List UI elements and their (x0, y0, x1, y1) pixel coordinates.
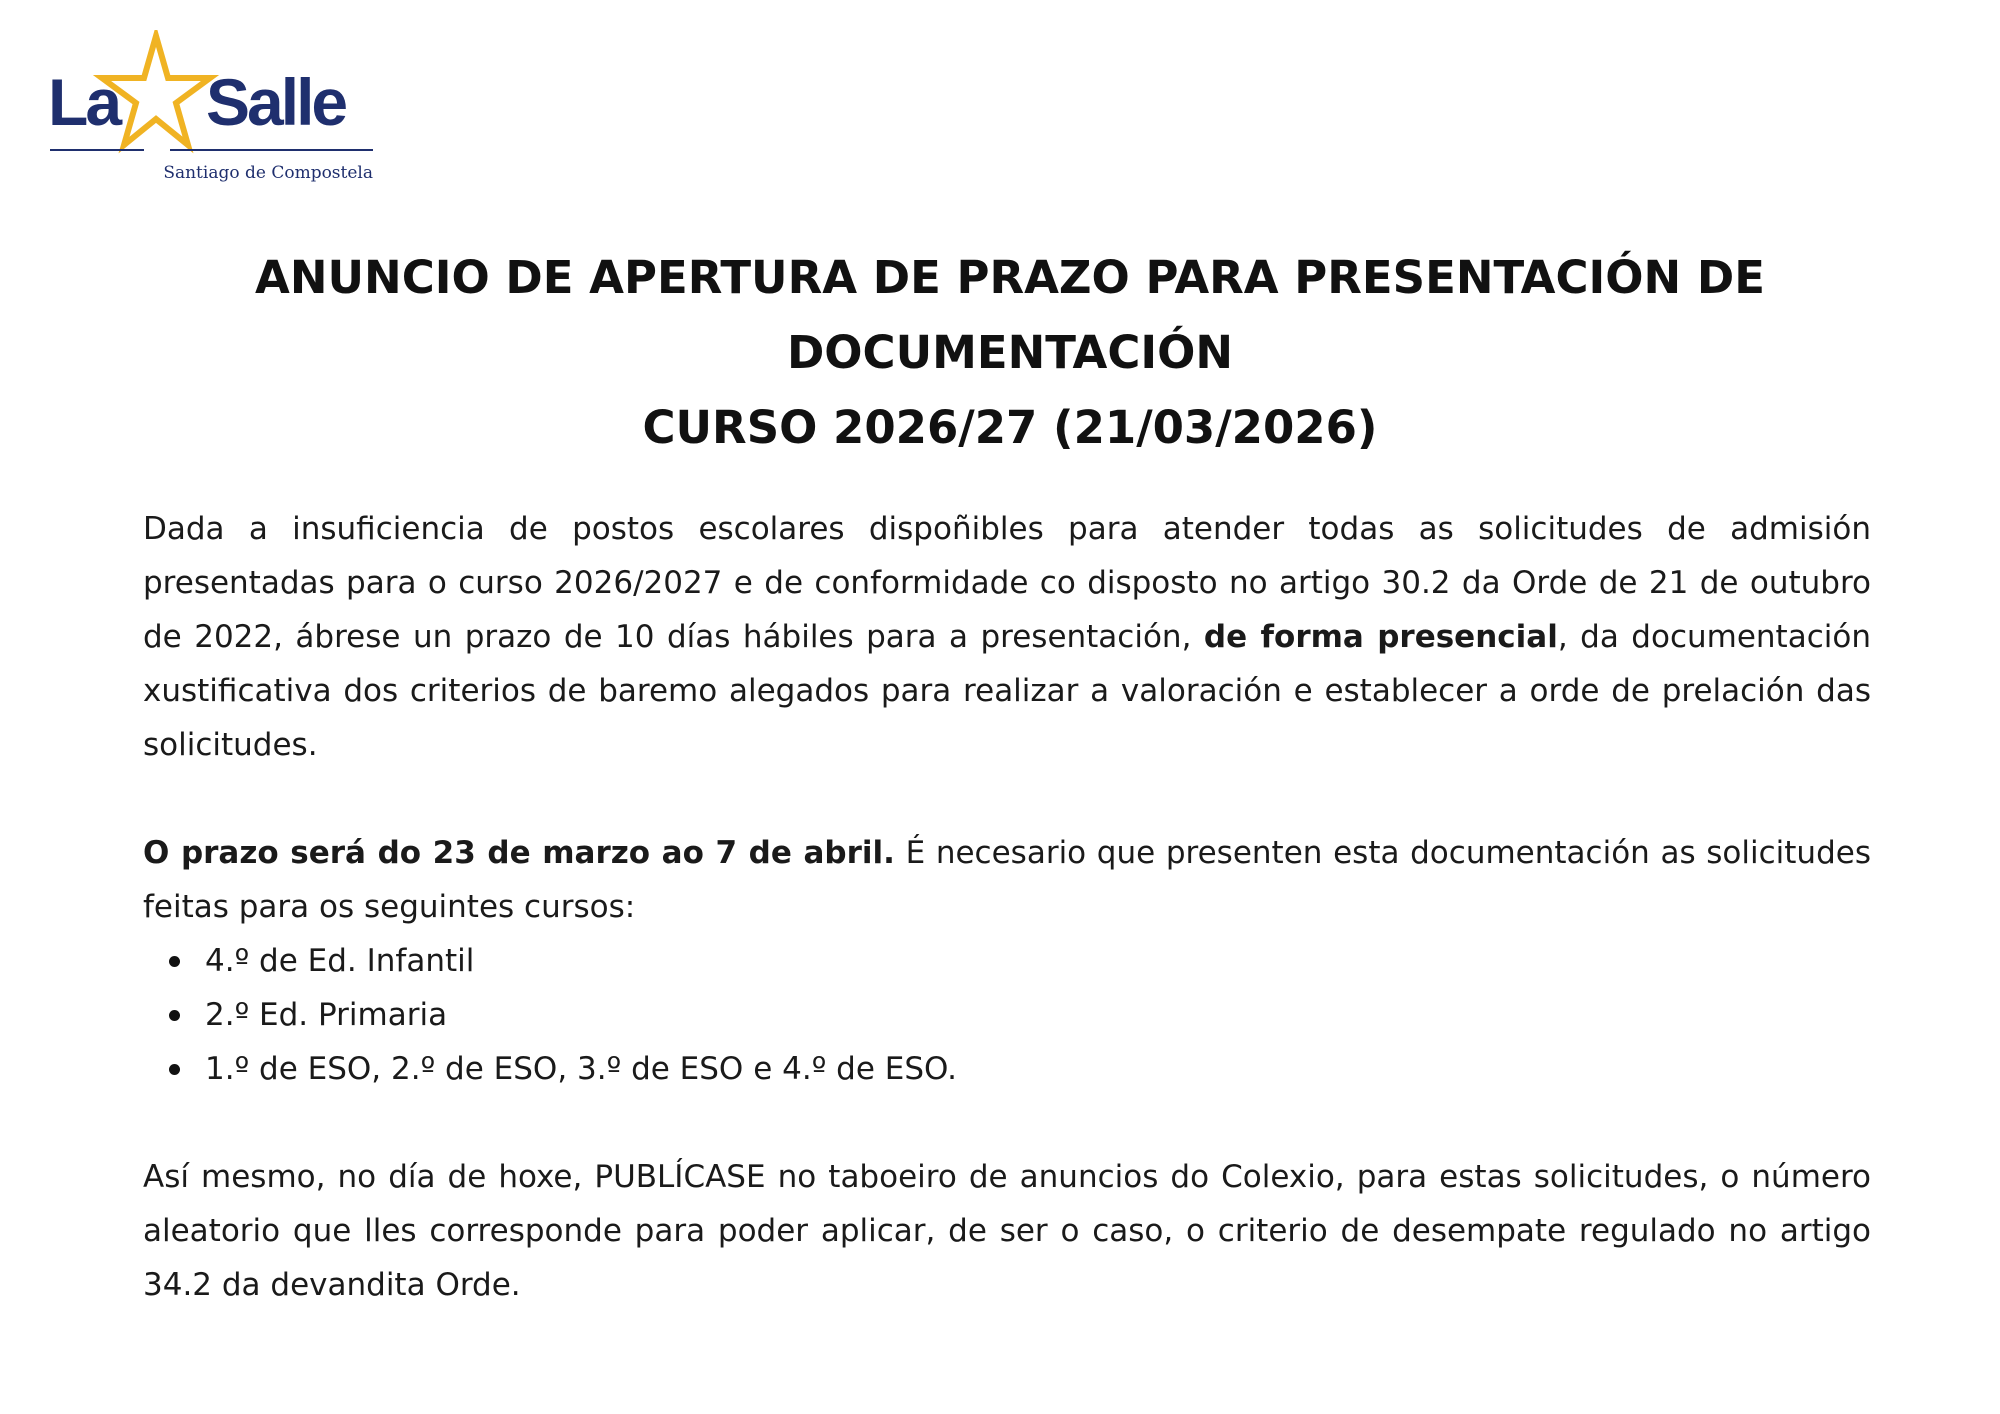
logo-brand-right: Salle (206, 65, 346, 139)
list-item (205, 988, 1871, 1042)
intro-text-end: , da documentación xustificativa dos criterios de baremo alegados para realizar a valoración e establecer a orde de prelación das solicitudes. (143, 619, 1871, 763)
paragraph-spacer (143, 1096, 1871, 1150)
bullet-icon (169, 956, 180, 967)
title-line-1: ANUNCIO DE APERTURA DE PRAZO PARA PRESENTACIÓN DE (255, 251, 1765, 304)
paragraph-intro (143, 502, 1871, 772)
announcement-body (143, 502, 1871, 1312)
logo-brand-left: La (48, 65, 120, 139)
bullet-icon (169, 1064, 180, 1075)
course-label: 4.º de Ed. Infantil (205, 943, 475, 979)
paragraph-deadline (143, 826, 1871, 934)
title-line-2: DOCUMENTACIÓN (786, 326, 1234, 379)
bullet-icon (169, 1010, 180, 1021)
deadline-text: É necesario que presenten esta documentación as solicitudes feitas para os seguintes cursos: (143, 835, 1871, 925)
course-label: 2.º Ed. Primaria (205, 997, 448, 1033)
la-salle-logo (48, 30, 378, 190)
paragraph-publication: Así mesmo, no día de hoxe, PUBLÍCASE no taboeiro de anuncios do Colexio, para estas solicitudes, o número aleatorio que lles corresponde para poder aplicar, de ser o caso, o criterio de desempate regulado no artigo 34.2 da devandita Orde. (143, 1159, 1871, 1303)
list-item (205, 934, 1871, 988)
intro-emphasis: de forma presencial (1203, 619, 1558, 655)
list-item (205, 1042, 1871, 1096)
intro-text: Dada a insuficiencia de postos escolares dispoñibles para atender todas as solicitudes de admisión presentadas para o curso 2026/2027 e de conformidade co disposto no artigo 30.2 da Orde de 21 de outubro de 2022, ábrese un prazo de 10 días hábiles para a presentación, (143, 511, 1871, 655)
paragraph-spacer (143, 772, 1871, 826)
announcement-title (120, 240, 1900, 465)
deadline-emphasis: O prazo será do 23 de marzo ao 7 de abril. (143, 835, 895, 871)
courses-list (143, 934, 1871, 1096)
course-label: 1.º de ESO, 2.º de ESO, 3.º de ESO e 4.º de ESO. (205, 1051, 958, 1087)
title-line-3: CURSO 2026/27 (21/03/2026) (642, 401, 1378, 454)
logo-subtitle: Santiago de Compostela (163, 163, 373, 183)
